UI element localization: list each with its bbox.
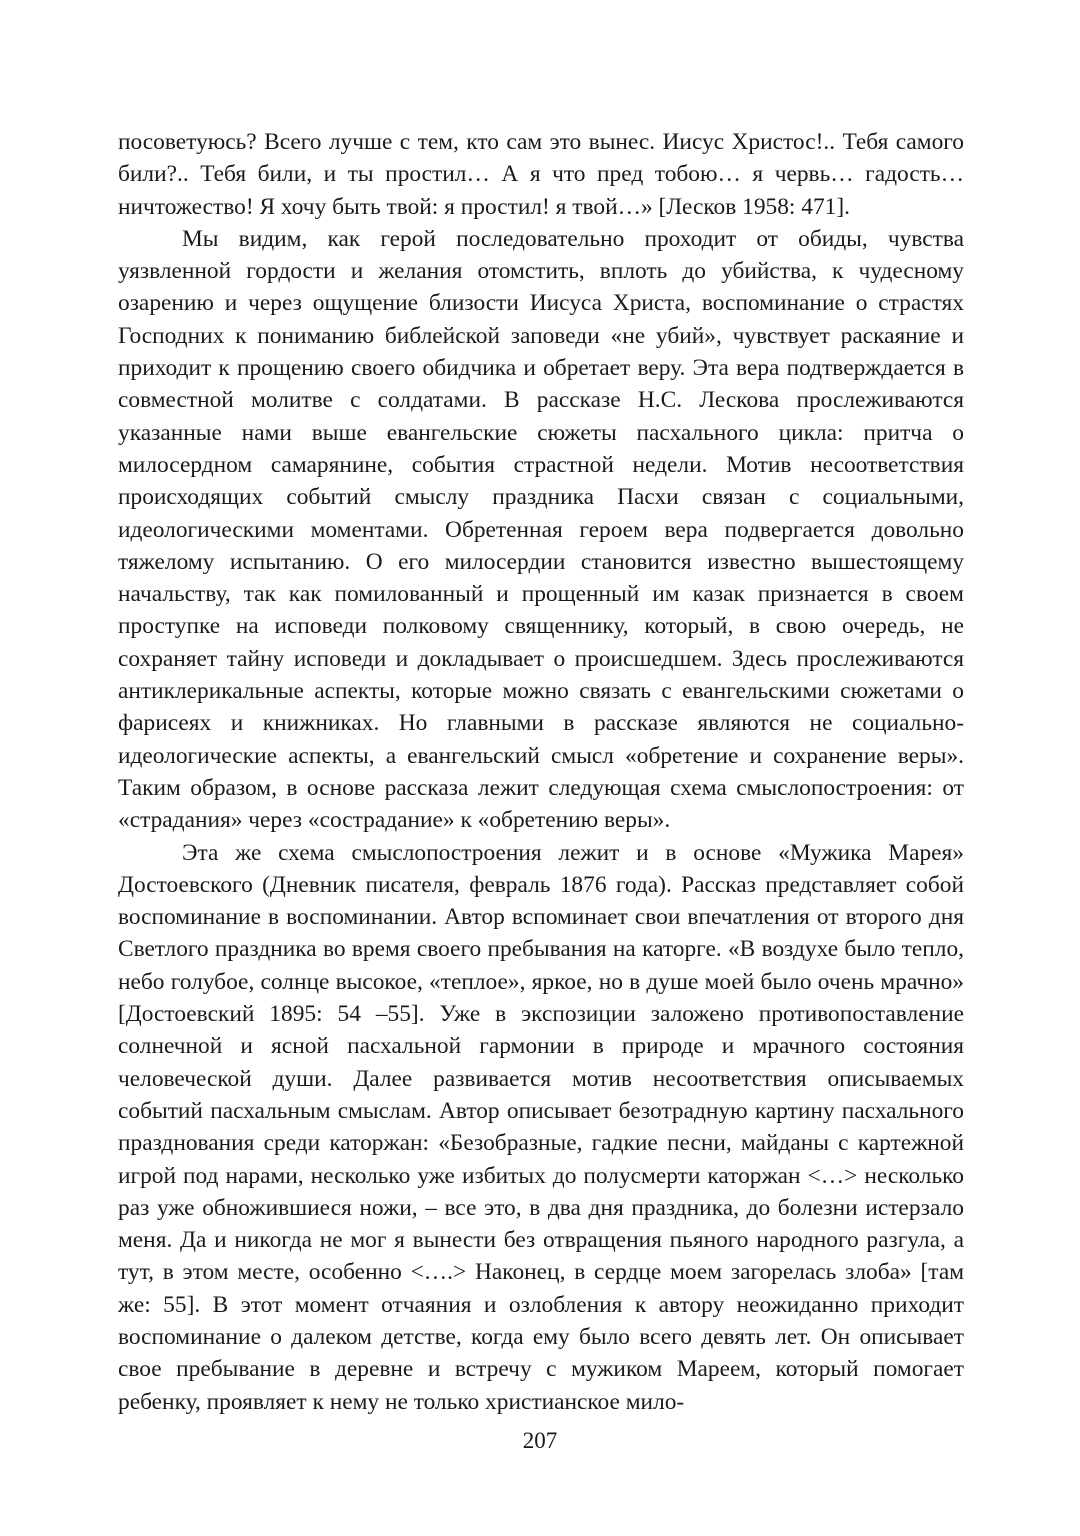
- page-body: [118, 126, 964, 1418]
- page-number: 207: [522, 1428, 558, 1453]
- paragraph-leskov-analysis: Мы видим, как герой последовательно проходит от обиды, чувства уязвленной гордости и желания отомстить, вплоть до убийства, к чудесному озарению и через ощущение близости Иисуса Христа, воспоминание о страстях Господних к пониманию библейской заповеди «не убий», чувствует раскаяние и приходит к прощению своего обидчика и обретает веру. Эта вера подтверждается в совместной молитве с солдатами. В рассказе Н.С. Лескова прослеживаются указанные нами выше евангельские сюжеты пасхального цикла: притча о милосердном самарянине, события страстной недели. Мотив несоответствия происходящих событий смыслу праздника Пасхи связан с социальными, идеологическими моментами. Обретенная героем вера подвергается довольно тяжелому испытанию. О его милосердии становится известно вышестоящему начальству, так как помилованный и прощенный им казак признается в своем проступке на исповеди полковому священнику, который, в свою очередь, не сохраняет тайну исповеди и докладывает о происшедшем. Здесь прослеживаются антиклерикальные аспекты, которые можно связать с евангельскими сюжетами о фарисеях и книжниках. Но главными в рассказе являются не социально-идеологические аспекты, а евангельский смысл «обретение и сохранение веры». Таким образом, в основе рассказа лежит следующая схема смыслопостроения: от «страдания» через «сострадание» к «обретению веры».: [118, 225, 964, 834]
- paragraph-dostoevsky-marey: Эта же схема смыслопостроения лежит и в основе «Мужика Марея» Достоевского (Дневник писателя, февраль 1876 года). Рассказ представляет собой воспоминание в воспоминании. Автор вспоминает свои впечатления от второго дня Светлого праздника во время своего пребывания на каторге. «В воздухе было тепло, небо голубое, солнце высокое, «теплое», яркое, но в душе моей было очень мрачно» [Достоевский 1895: 54 –55]. Уже в экспозиции заложено противопоставление солнечной и ясной пасхальной гармонии в природе и мрачного состояния человеческой души. Далее развивается мотив несоответствия описываемых событий пасхальным смыслам. Автор описывает безотрадную картину пасхального празднования среди каторжан: «Безобразные, гадкие песни, майданы с картежной игрой под нарами, несколько уже избитых до полусмерти каторжан <…> несколько раз уже обножившиеся ножи, – все это, в два дня праздника, до болезни истерзало меня. Да и никогда не мог я вынести без отвращения пьяного народного разгула, а тут, в этом месте, особенно <….> Наконец, в сердце моем загорелась злоба» [там же: 55]. В этот момент отчаяния и озлобления к автору неожиданно приходит воспоминание о далеком детстве, когда ему было всего девять лет. Он описывает свое пребывание в деревне и встречу с мужиком Мареем, который помогает ребенку, проявляет к нему не только христианское мило-: [118, 839, 964, 1415]
- paragraph-continuation: посоветуюсь? Всего лучше с тем, кто сам это вынес. Иисус Христос!.. Тебя самого били?.. Тебя били, и ты простил… А я что пред тобою… я червь… гадость… ничтожество! Я хочу быть твой: я простил! я твой…» [Лесков 1958: 471].: [118, 129, 964, 220]
